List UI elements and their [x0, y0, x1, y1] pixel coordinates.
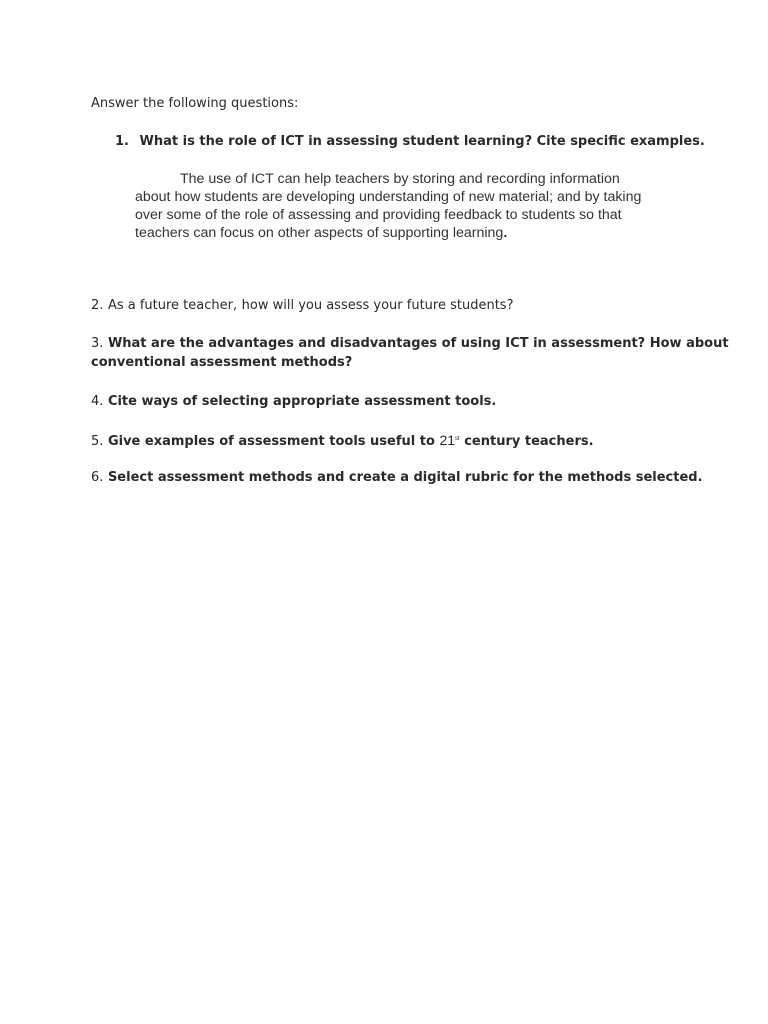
question-1-number: 1.: [115, 134, 129, 149]
answer-1-line-4: [135, 224, 695, 242]
question-3-text-1: What are the advantages and disadvantages of using ICT in assessment? How about: [107, 336, 729, 351]
question-2-text: how will you assess your future students?: [241, 298, 514, 313]
question-5-ordinal-number: 21: [439, 432, 456, 448]
question-5-text-before: Give examples of assessment tools useful to: [107, 434, 435, 449]
question-6-text: Select assessment methods and create a digital rubric for the methods selected.: [107, 470, 703, 485]
question-3: [91, 334, 729, 372]
question-1-text: What is the role of ICT in assessing student learning? Cite specific examples.: [139, 134, 705, 149]
question-5-ordinal-suffix: st: [455, 436, 460, 442]
answer-1-line-1: The use of ICT can help teachers by storing and recording information: [180, 171, 620, 187]
question-2-lead: As a future teacher,: [107, 298, 238, 313]
answer-1: [135, 170, 695, 242]
answer-1-line-3: over some of the role of assessing and providing feedback to students so that: [135, 207, 622, 223]
answer-1-line-2: about how students are developing understanding of new material; and by taking: [135, 189, 642, 205]
answer-1-period: .: [503, 225, 508, 241]
question-1: [115, 134, 705, 150]
question-5-ordinal: [439, 432, 459, 448]
question-3-line-2: conventional assessment methods?: [91, 355, 353, 370]
question-2-number: 2.: [91, 298, 104, 313]
question-4: [91, 392, 496, 411]
question-2: [91, 296, 513, 315]
question-3-line-1: [91, 334, 729, 353]
instructions-heading: Answer the following questions:: [91, 96, 299, 111]
question-5-text-after: century teachers.: [464, 434, 594, 449]
question-6: [91, 468, 703, 487]
question-5-number: 5.: [91, 434, 104, 449]
question-3-number: 3.: [91, 336, 104, 351]
question-4-text: Cite ways of selecting appropriate assessment tools.: [107, 394, 497, 409]
question-4-number: 4.: [91, 394, 104, 409]
question-6-number: 6.: [91, 470, 104, 485]
answer-1-line-4-text: teachers can focus on other aspects of supporting learning: [135, 225, 504, 241]
question-5: [91, 430, 594, 451]
